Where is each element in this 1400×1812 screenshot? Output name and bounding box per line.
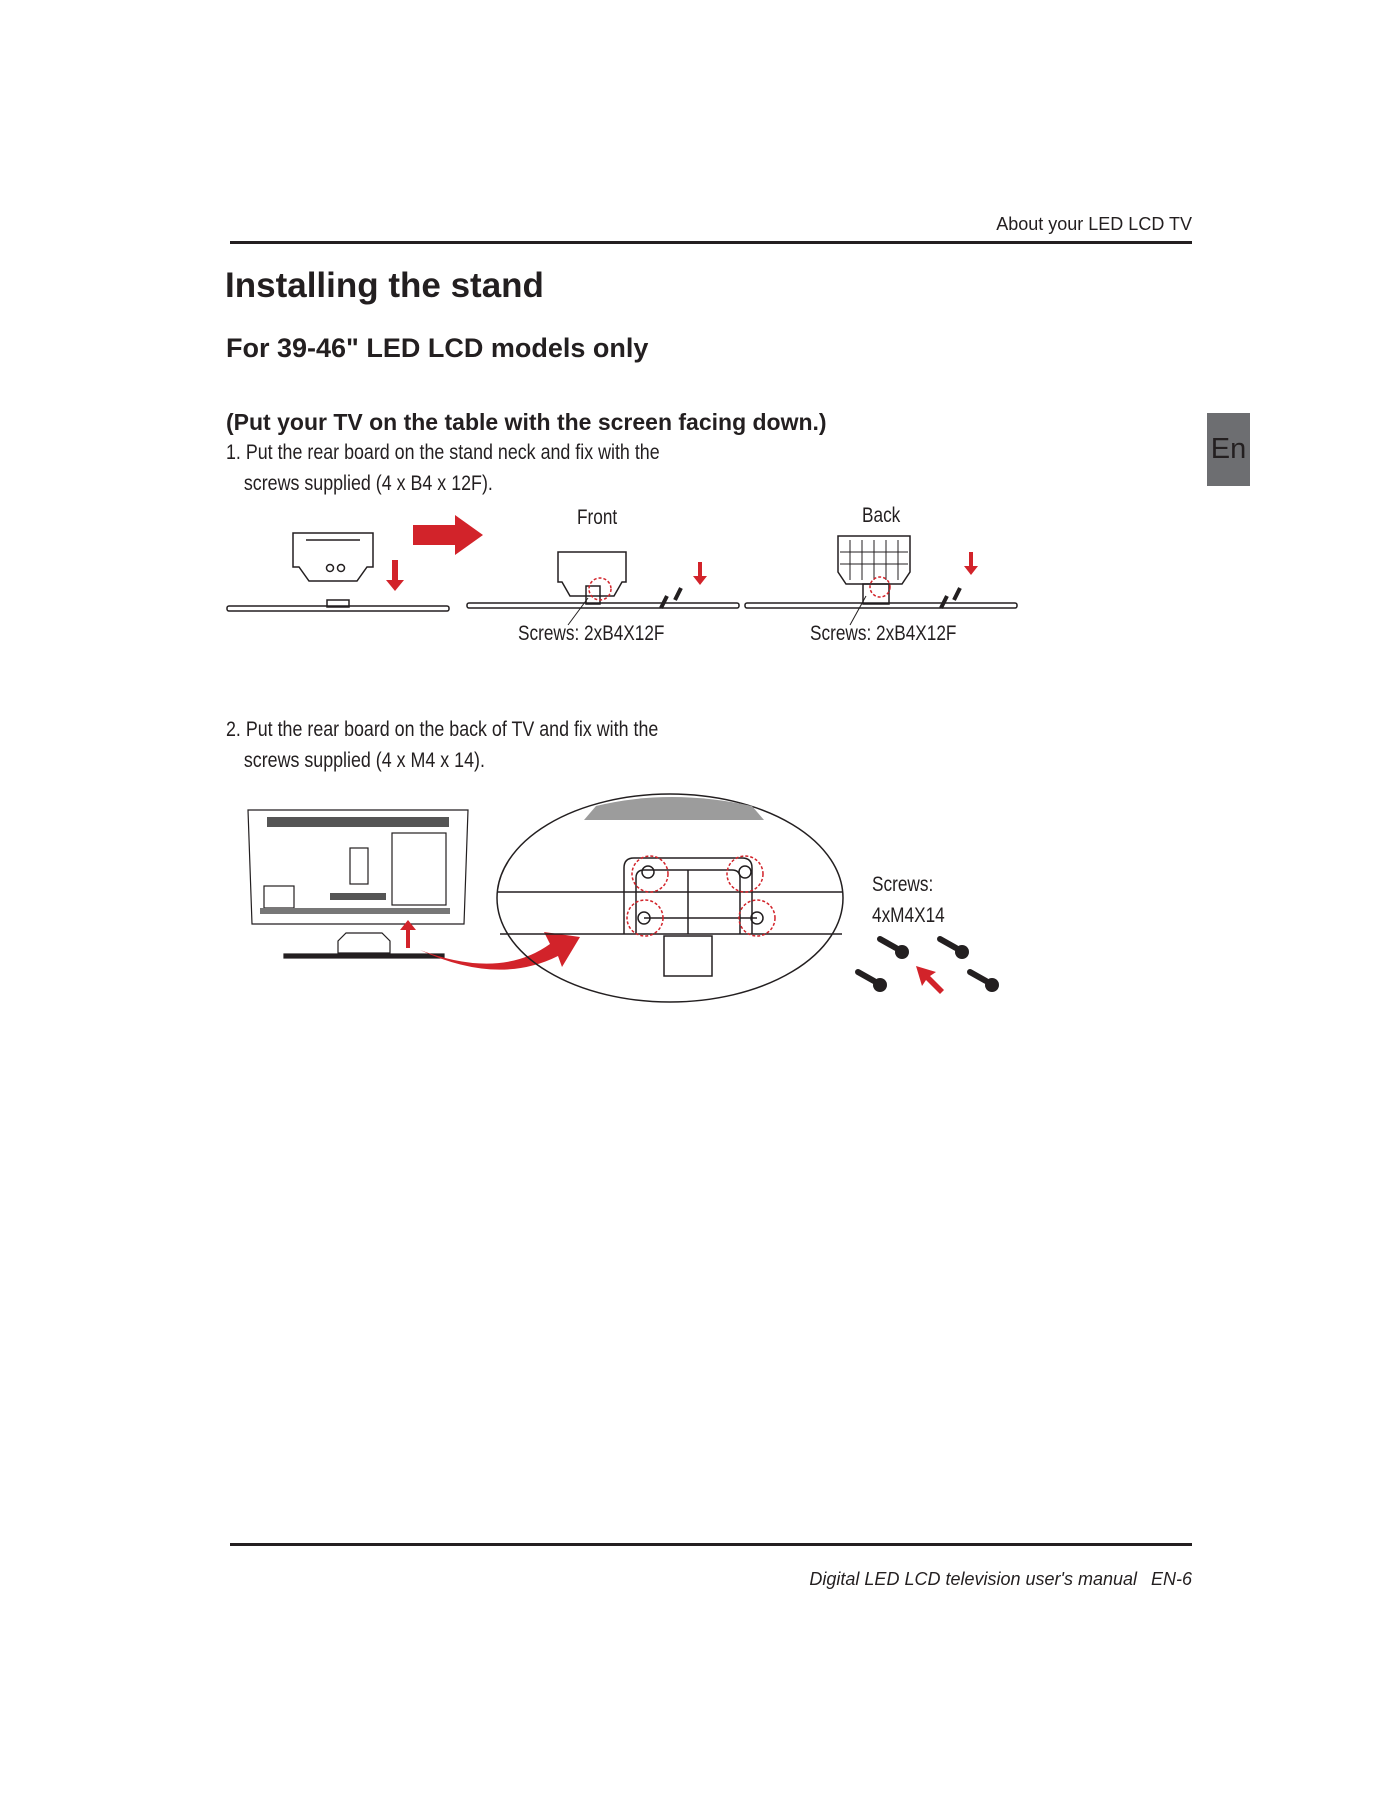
front-label: Front <box>577 506 618 529</box>
rear-board-figure <box>240 786 1020 1006</box>
tv-back-illustration <box>248 810 468 958</box>
screws-value-label: 4xM4X14 <box>872 904 945 927</box>
right-arrow-icon <box>413 515 483 555</box>
stand-assembly-figure <box>220 500 1040 630</box>
back-down-arrow-icon <box>964 552 978 575</box>
manual-title: Digital LED LCD television user's manual <box>809 1569 1137 1589</box>
curved-arrow-icon <box>420 932 580 970</box>
running-header: About your LED LCD TV <box>996 214 1192 234</box>
page-title: Installing the stand <box>225 266 544 305</box>
back-view-illustration <box>745 536 1017 625</box>
back-screws-label: Screws: 2xB4X12F <box>810 622 957 645</box>
back-label: Back <box>862 504 901 527</box>
section-subtitle: For 39-46" LED LCD models only <box>226 333 649 363</box>
instruction-note: (Put your TV on the table with the screen facing down.) <box>226 409 827 435</box>
step-1-line-1: 1. Put the rear board on the stand neck and fix with the <box>226 441 660 464</box>
down-arrow-icon <box>386 560 404 591</box>
front-down-arrow-icon <box>693 562 707 585</box>
language-tab: En <box>1207 413 1250 486</box>
step-1-line-2: screws supplied (4 x B4 x 12F). <box>243 472 493 495</box>
step-1-text <box>226 437 702 499</box>
screw-direction-arrow-icon <box>916 966 944 994</box>
front-screws-label: Screws: 2xB4X12F <box>518 622 665 645</box>
step-2-text <box>226 714 702 776</box>
screws-label: Screws: <box>872 873 934 896</box>
footer-rule <box>230 1543 1192 1546</box>
step-2-line-1: 2. Put the rear board on the back of TV and fix with the <box>226 718 659 741</box>
zoomed-detail-illustration <box>497 794 843 1002</box>
header-rule <box>230 241 1192 244</box>
step-2-line-2: screws supplied (4 x M4 x 14). <box>243 749 485 772</box>
page-number: EN-6 <box>1150 1569 1192 1589</box>
running-footer <box>700 1569 1192 1590</box>
